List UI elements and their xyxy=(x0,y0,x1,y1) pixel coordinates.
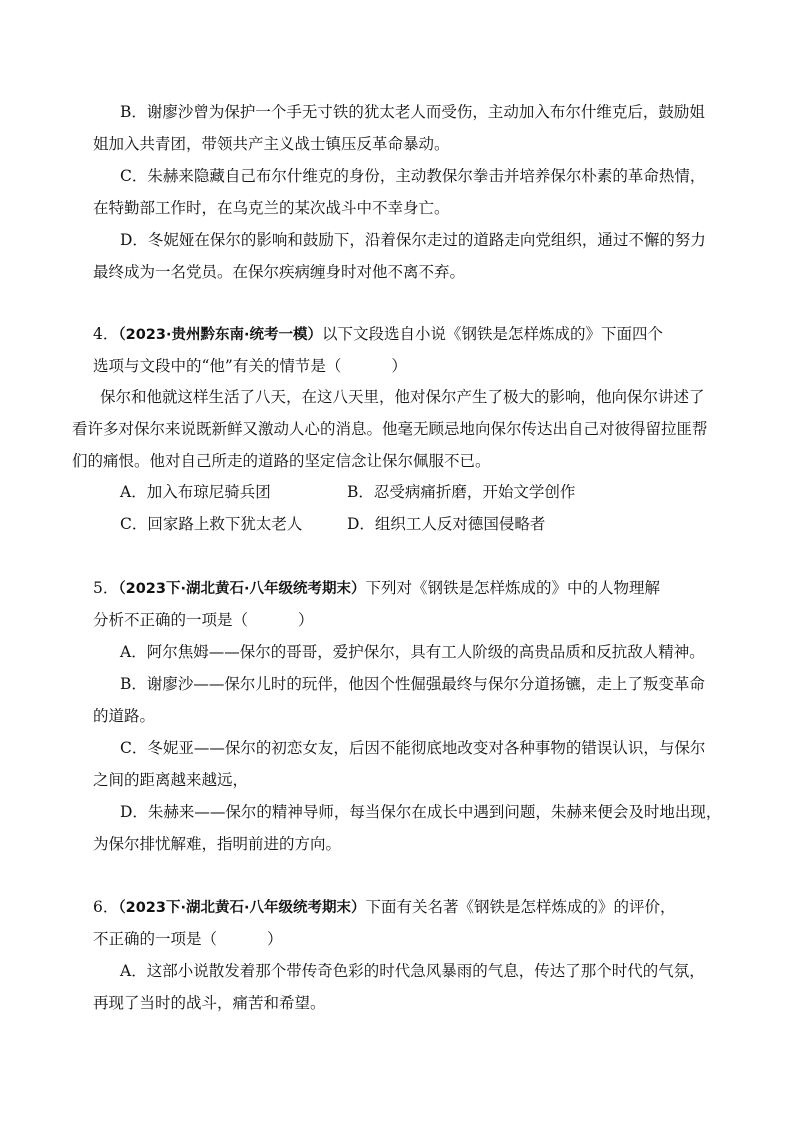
q6-paren-close: ） xyxy=(267,930,283,948)
q4-option-a: A．加入布琼尼骑兵团 xyxy=(120,483,271,501)
q4-stem-text: 以下文段选自小说《钢铁是怎样炼成的》下面四个 xyxy=(322,325,664,343)
q5-option-c-line1: C．冬妮亚——保尔的初恋女友，后因不能彻底地改变对各种事物的错误认识，与保尔 xyxy=(120,739,706,757)
q6-stem-text: 下面有关名著《钢铁是怎样炼成的》的评价， xyxy=(365,898,676,916)
q5-option-b-line2: 的道路。 xyxy=(93,707,156,725)
q6-source: （2023下·湖北黄石·八年级统考期末） xyxy=(118,900,366,916)
q5-paren-close: ） xyxy=(298,611,314,629)
q3-option-b-line2: 姐加入共青团，带领共产主义战士镇压反革命暴动。 xyxy=(93,135,450,153)
q6-stem-text2: 不正确的一项是（ xyxy=(93,930,218,948)
q6-number: 6． xyxy=(93,898,119,916)
q4-stem-line2 xyxy=(93,355,407,377)
q5-stem-line2 xyxy=(93,609,314,631)
q4-source: （2023·贵州黔东南·统考一模） xyxy=(118,327,322,343)
q6-option-a-line1: A．这部小说散发着那个带传奇色彩的时代急风暴雨的气息，传达了那个时代的气氛， xyxy=(120,962,705,980)
q3-option-d-line2: 最终成为一名党员。在保尔疾病缠身时对他不离不弃。 xyxy=(93,263,466,281)
q5-option-c-line2: 之间的距离越来越远， xyxy=(93,771,249,789)
q6-stem-line2 xyxy=(93,928,283,950)
q4-number: 4． xyxy=(93,325,119,343)
q5-source: （2023下·湖北黄石·八年级统考期末） xyxy=(118,581,366,597)
q6-stem-line1 xyxy=(93,896,676,919)
q5-option-d-line2: 为保尔排忧解难，指明前进的方向。 xyxy=(93,835,342,853)
q5-stem-line1 xyxy=(93,577,660,600)
q5-option-a: A．阿尔焦姆——保尔的哥哥，爱护保尔，具有工人阶级的高贵品质和反抗敌人精神。 xyxy=(120,643,705,661)
q5-stem-text: 下列对《钢铁是怎样炼成的》中的人物理解 xyxy=(365,579,661,597)
q4-stem-line1 xyxy=(93,323,663,346)
q4-paren-close: ） xyxy=(391,357,407,375)
q5-option-d-line1: D．朱赫来——保尔的精神导师，每当保尔在成长中遇到问题，朱赫来便会及时地出现， xyxy=(120,803,722,821)
q4-passage-line1: 保尔和他就这样生活了八天，在这八天里，他对保尔产生了极大的影响，他向保尔讲述了 xyxy=(100,388,705,406)
q6-option-a-line2: 再现了当时的战斗，痛苦和希望。 xyxy=(93,994,326,1012)
q4-passage-line2: 看许多对保尔来说既新鲜又激动人心的消息。他毫无顾忌地向保尔传达出自己对彼得留拉匪帮 xyxy=(72,420,708,438)
q4-option-c: C．回家路上救下犹太老人 xyxy=(120,515,303,533)
q4-option-b: B．忍受病痛折磨，开始文学创作 xyxy=(347,483,576,501)
q5-number: 5． xyxy=(93,579,119,597)
q4-passage-line3: 们的痛恨。他对自己所走的道路的坚定信念让保尔佩服不已。 xyxy=(72,452,491,470)
q3-option-c-line1: C．朱赫来隐藏自己布尔什维克的身份，主动教保尔拳击并培养保尔朴素的革命热情， xyxy=(120,167,706,185)
q4-option-d: D．组织工人反对德国侵略者 xyxy=(347,515,546,533)
q3-option-b-line1: B．谢廖沙曾为保护一个手无寸铁的犹太老人而受伤，主动加入布尔什维克后，鼓励姐 xyxy=(120,103,705,121)
q5-stem-text2: 分析不正确的一项是（ xyxy=(93,611,249,629)
q4-stem-text2: 选项与文段中的“他”有关的情节是（ xyxy=(93,357,342,375)
q5-option-b-line1: B．谢廖沙——保尔儿时的玩伴，他因个性倔强最终与保尔分道扬镳，走上了叛变革命 xyxy=(120,675,705,693)
q3-option-d-line1: D．冬妮娅在保尔的影响和鼓励下，沿着保尔走过的道路走向党组织，通过不懈的努力 xyxy=(120,231,706,249)
q3-option-c-line2: 在特勤部工作时，在乌克兰的某次战斗中不幸身亡。 xyxy=(93,199,450,217)
